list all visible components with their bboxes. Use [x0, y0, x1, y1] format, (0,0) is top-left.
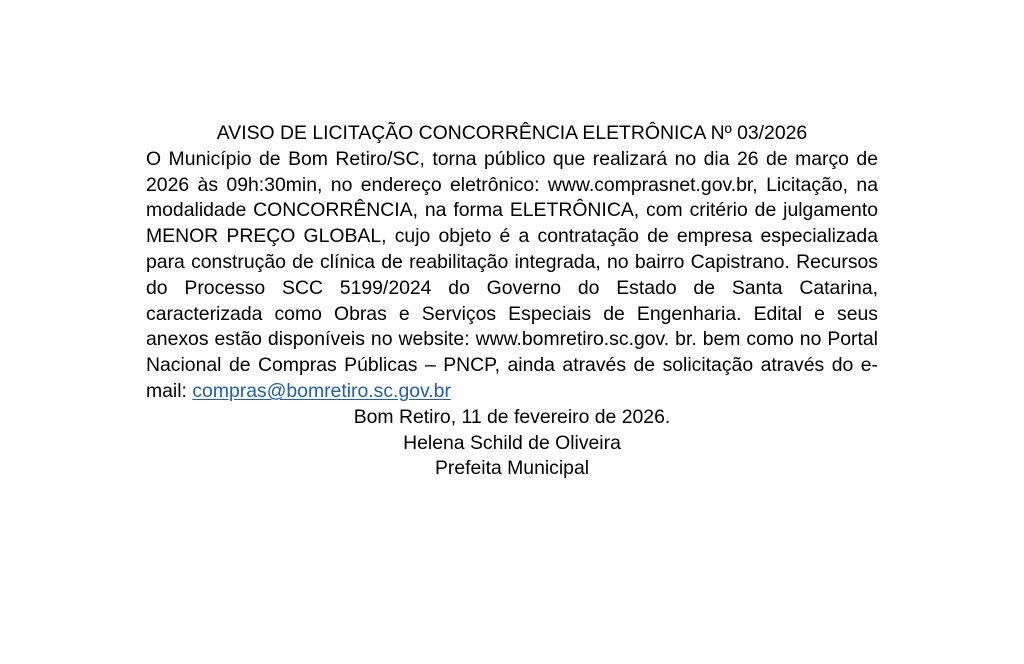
signer-title: Prefeita Municipal [434, 457, 590, 480]
notice-title: AVISO DE LICITAÇÃO CONCORRÊNCIA ELETRÔNICA Nº 03/2026 [216, 122, 808, 144]
notice-body [146, 147, 878, 405]
contact-email-link[interactable]: compras@bomretiro.sc.gov.br [192, 379, 451, 402]
notice-body-text: O Município de Bom Retiro/SC, torna público que realizará no dia 26 de março de 2026 às 09h:30min, no endereço eletrônico: www.comprasnet.gov.br, Licitação, na modalidade CONCORRÊNCIA, na forma ELETRÔNICA, com critério de julgamento MENOR PREÇO GLOBAL, cujo objeto é a contratação de empresa especializada para construção de clínica de reabilitação integrada, no bairro Capistrano. Recursos do Processo SCC 5199/2024 do Governo do Estado de Santa Catarina, caracterizada como Obras e Serviços Especiais de Engenharia. Edital e seus anexos estão disponíveis no website: www.bomretiro.sc.gov. br. bem como no Portal Nacional de Compras Públicas – PNCP, ainda através de solicitação através do e-mail: [146, 147, 878, 402]
signer-name: Helena Schild de Oliveira [403, 431, 621, 454]
licitacao-notice [146, 121, 878, 482]
place-and-date: Bom Retiro, 11 de fevereiro de 2026. [353, 405, 671, 428]
